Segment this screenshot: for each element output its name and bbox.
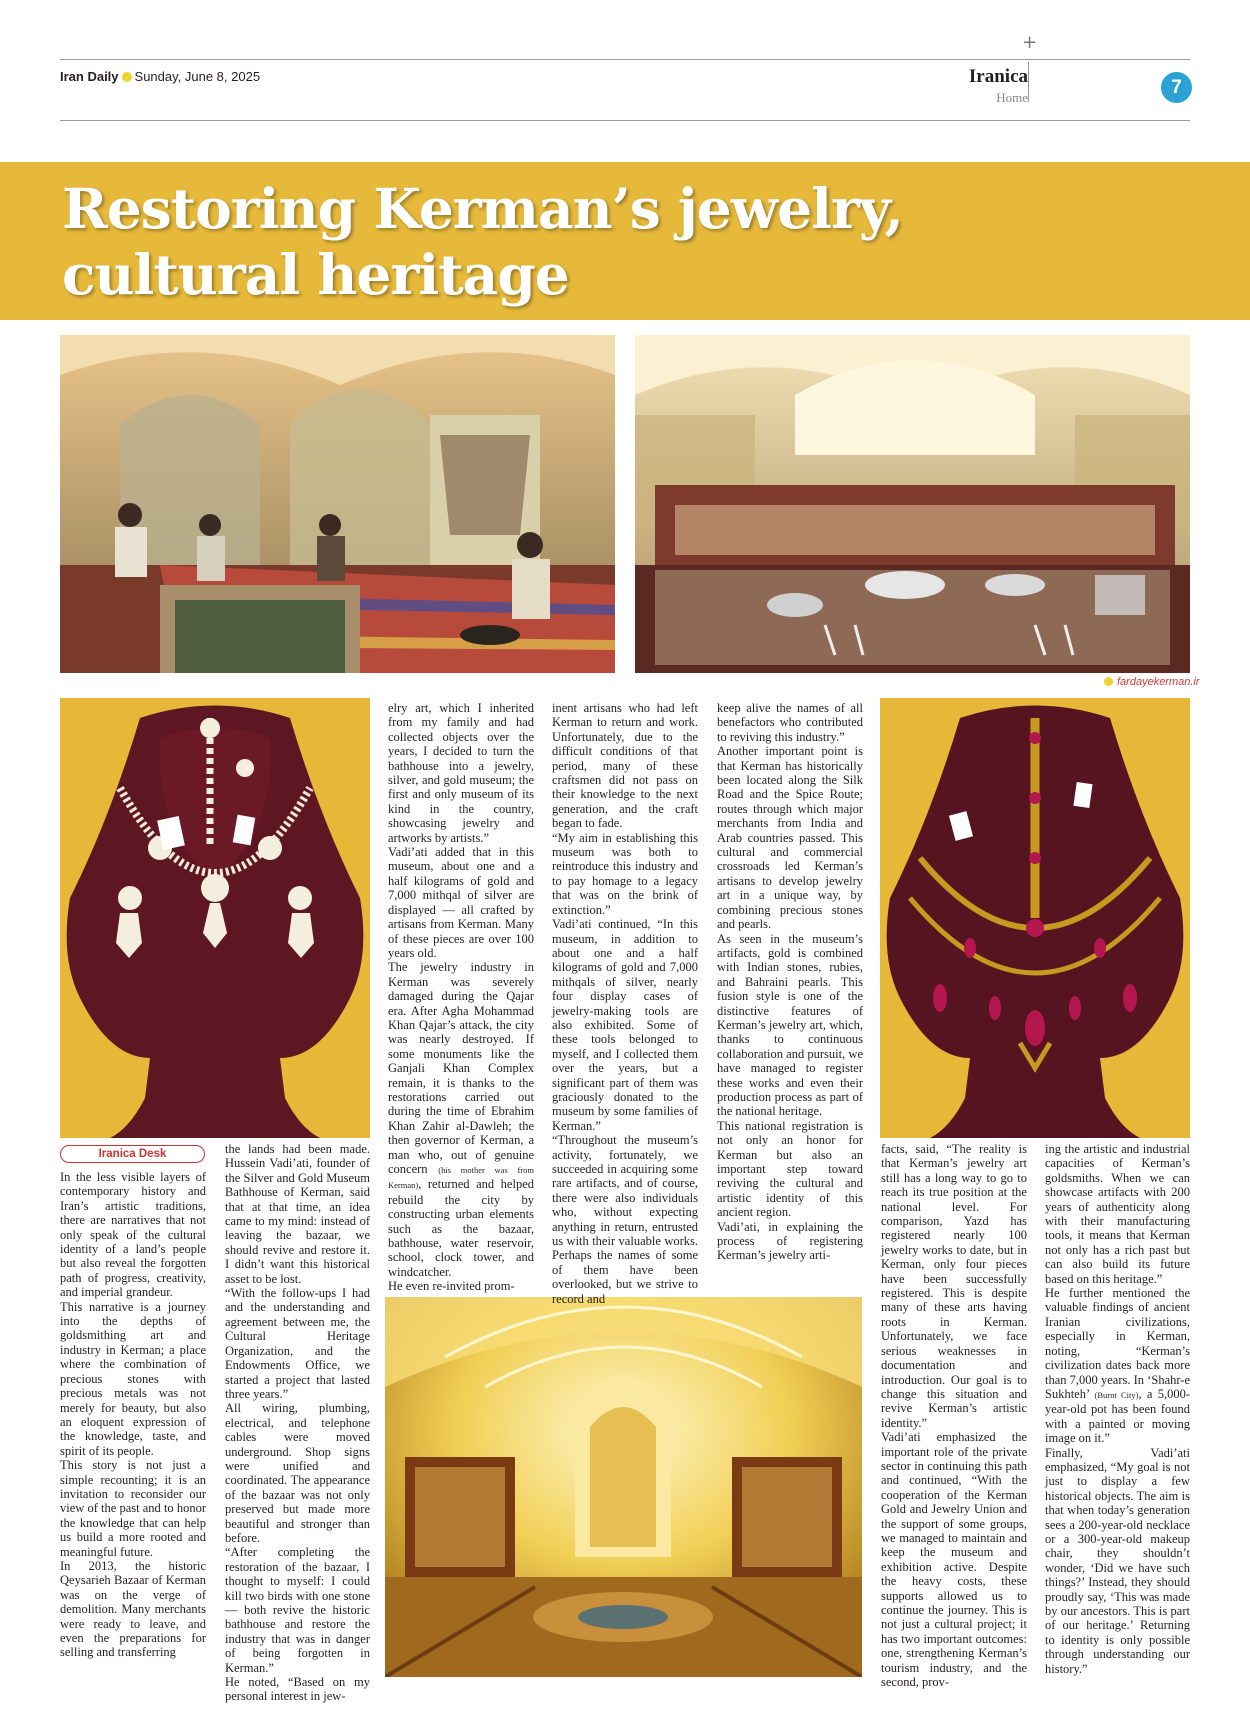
paragraph: As seen in the museum’s artifacts, gold is combined with Indian stones, rubies, and Bahraini pearls. This fusion style is one of the distinctive features of Kerman’s jewelry art, which, thanks to continuous collaboration and pursuit, we have managed to register these works and even their production process as part of the national heritage.	[717, 931, 863, 1119]
paragraph: inent artisans who had left Kerman to return and work. Unfortunately, due to the difficult conditions of that period, many of these craftsmen did not pass on their knowledge to the next generation, and the craft began to fade.	[552, 701, 698, 831]
article-column-6	[881, 1142, 1027, 1689]
paragraph: He noted, “Based on my personal interest in jew-	[225, 1675, 370, 1704]
masthead-dot-icon	[122, 72, 132, 82]
photo-credit	[1104, 676, 1200, 688]
paragraph: Vadi’ati emphasized the important role of the private sector in continuing this path and continued, “With the cooperation of the Kerman Gold and Jewelry Union and the support of some groups, we managed to maintain and keep the museum and exhibition active. Despite the heavy costs, these supports allowed us to continue the journey. This is not just a cultural project; it has two important outcomes: one, strengthening Kerman’s tourism industry, and the second, prov-	[881, 1430, 1027, 1690]
photo-artisan-diorama	[60, 335, 615, 673]
article-column-4	[552, 701, 698, 1306]
section-title: Iranica	[968, 66, 1028, 87]
paragraph: “Throughout the museum’s activity, fortunately, we succeeded in acquiring some rare artifacts, and of course, there were also individuals who, without expecting anything in return, entrusted us with their valuable works. Perhaps the names of some of them have been overlooked, but we strive to record and	[552, 1133, 698, 1306]
section-label	[969, 66, 1028, 106]
masthead	[60, 69, 260, 84]
headline-line-1: Restoring Kerman’s jewelry,	[62, 176, 903, 241]
paragraph: In 2013, the historic Qeysarieh Bazaar of Kerman was on the verge of demolition. Many merchants were ready to leave, and even the preparations for selling and transferring	[60, 1558, 206, 1660]
paragraph: ing the artistic and industrial capacities of Kerman’s goldsmiths. When we can showcase artifacts with 200 years of authenticity along with their manufacturing tools, it means that Kerman not only has a rich past but can also build its future based on this heritage.”	[1045, 1142, 1190, 1286]
header-top-rule	[60, 59, 1190, 60]
paragraph: “After completing the restoration of the bazaar, I thought to myself: I could kill two birds with one stone — both revive the historic bathhouse and restore the industry that was in danger of being forgotten in Kerman.”	[225, 1545, 370, 1675]
paragraph: This narrative is a journey into the depths of goldsmithing art and industry in Kerman; a place where the combination of precious stones with precious metals was not merely for beauty, but also an eloquent expression of the knowledge, taste, and spirit of its people.	[60, 1299, 206, 1458]
article-column-5	[717, 701, 863, 1263]
issue-date: Sunday, June 8, 2025	[134, 69, 261, 84]
text-run: The jewelry industry in Kerman was severely damaged during the Qajar era. After Agha Mohammad Khan Qajar’s attack, the city was nearly destroyed. If some monuments like the Ganjali Khan Complex remain, it is thanks to the restorations carried out during the time of Ebrahim Khan Zahir al-Dawleh; the then governor of Kerman, a man who, out of genuine concern	[388, 960, 534, 1176]
article-column-2	[225, 1142, 370, 1704]
photo-museum-hall	[635, 335, 1190, 673]
paragraph: This national registration is not only an honor for Kerman but also an important step toward reviving the cultural and artistic identity of this ancient region.	[717, 1118, 863, 1220]
paragraph: keep alive the names of all benefactors who contributed to reviving this industry.”	[717, 701, 863, 744]
byline-badge: Iranica Desk	[60, 1145, 205, 1163]
paragraph: In the less visible layers of contemporary history and Iran’s artistic traditions, there are narratives that not only speak of the cultural identity of a land’s people but also reveal the forgotten path of progress, creativity, and imperial grandeur.	[60, 1170, 206, 1300]
registration-mark: +	[1022, 32, 1038, 53]
header-bottom-rule	[60, 120, 1190, 121]
headline	[62, 176, 1162, 308]
paragraph: elry art, which I inherited from my family and had collected objects over the years, I decided to turn the bathhouse into a jewelry, silver, and gold museum; the first and only museum of its kind in the country, showcasing jewelry and artworks by artists.”	[388, 701, 534, 845]
text-run: , returned and helped rebuild the city by constructing urban elements such as the bazaar, bathhouse, water reservoir, school, clock tower, and windcatcher.	[388, 1177, 534, 1279]
photo-ruby-necklace	[880, 698, 1190, 1138]
paragraph: “My aim in establishing this museum was both to reintroduce this industry and to pay homage to a legacy that was on the brink of extinction.”	[552, 830, 698, 917]
paragraph: Another important point is that Kerman has historically been located along the Silk Road and the Spice Route; routes through which major merchants from India and Arab countries passed. This cultural and commercial crossroads led Kerman’s artisans to develop jewelry art in a unique way, by combining precious stones and pearls.	[717, 744, 863, 932]
paragraph: Vadi’ati continued, “In this museum, in addition to about one and a half kilograms of gold and 7,000 mithqals of silver, nearly four display cases of jewelry-making tools are also exhibited. Some of these tools belonged to myself, and I collected them over the years, but a significant part of them was graciously donated to the museum by some families of Kerman.”	[552, 917, 698, 1133]
paragraph: Vadi’ati added that in this museum, about one and a half kilograms of gold and 7,000 mithqal of silver are displayed — all crafted by artisans from Kerman. Many of these pieces are over 100 years old.	[388, 845, 534, 960]
page-number-badge: 7	[1161, 72, 1192, 103]
credit-dot-icon	[1104, 677, 1113, 686]
headline-band	[0, 162, 1250, 320]
paper-name: Iran Daily	[60, 69, 119, 84]
article-column-1	[60, 1170, 206, 1660]
paragraph: facts, said, “The reality is that Kerman’s jewelry art still has a long way to go to reach its true position at the national level. For comparison, Yazd has registered nearly 100 jewelry works to date, but in Kerman, only four pieces have been successfully registered. This is despite many of these arts having roots in Kerman. Unfortunately, we face serious weaknesses in documentation and introduction. Our goal is to change this situation and revive Kerman’s artistic identity.”	[881, 1142, 1027, 1430]
text-run: , a 5,000-year-old pot has been found with a painted or moving image on it.”	[1045, 1386, 1190, 1446]
paragraph	[1045, 1286, 1190, 1445]
paragraph: Finally, Vadi’ati emphasized, “My goal is not just to display a few historical objects. The aim is that when today’s generation sees a 200-year-old necklace or a 300-year-old makeup chair, they shouldn’t wonder, ‘Did we have such things?’ Instead, they should proudly say, ‘This was made by our ancestors. This is part of our heritage.’ Returning to identity is only possible through understanding our history.”	[1045, 1445, 1190, 1676]
section-divider	[1028, 62, 1029, 102]
article-column-7	[1045, 1142, 1190, 1676]
paragraph: All wiring, plumbing, electrical, and telephone cables were moved underground. Shop signs were unified and coordinated. The appearance of the bazaar was not only preserved but made more beautiful and stronger than before.	[225, 1401, 370, 1545]
parenthetical-note: (Burnt City)	[1094, 1389, 1139, 1400]
section-subtitle: Home	[996, 90, 1028, 105]
paragraph	[388, 960, 534, 1279]
photo-domed-hall-panorama	[385, 1297, 862, 1677]
paragraph: the lands had been made. Hussein Vadi’ati, founder of the Silver and Gold Museum Bathhouse of Kerman, said that at that time, an idea came to my mind: instead of leaving the bazaar, we should revive and restore it. I didn’t want this historical asset to be lost.	[225, 1142, 370, 1286]
headline-line-2: cultural heritage	[62, 242, 569, 307]
paragraph: He even re-invited prom-	[388, 1279, 515, 1294]
parenthetical-note: (his mother was from Kerman)	[388, 1165, 534, 1191]
text-run: He further mentioned the valuable findings of ancient Iranian civilizations, especially in Kerman, noting, “Kerman’s civilization dates back more than 7,000 years. In ‘Shahr-e Sukhteh’	[1045, 1286, 1190, 1401]
paragraph: “With the follow-ups I had and the understanding and agreement between me, the Cultural Heritage Organization, and the Endowments Office, we started a project that lasted three years.”	[225, 1286, 370, 1401]
article-column-3	[388, 701, 534, 1294]
photo-pearl-necklace	[60, 698, 370, 1138]
paragraph: Vadi’ati, in explaining the process of registering Kerman’s jewelry arti-	[717, 1219, 863, 1263]
paragraph: This story is not just a simple recounting; it is an invitation to reconsider our view of the past and to honor the knowledge that can help us build a more rooted and meaningful future.	[60, 1458, 206, 1559]
photo-credit-text: fardayekerman.ir	[1117, 676, 1200, 688]
